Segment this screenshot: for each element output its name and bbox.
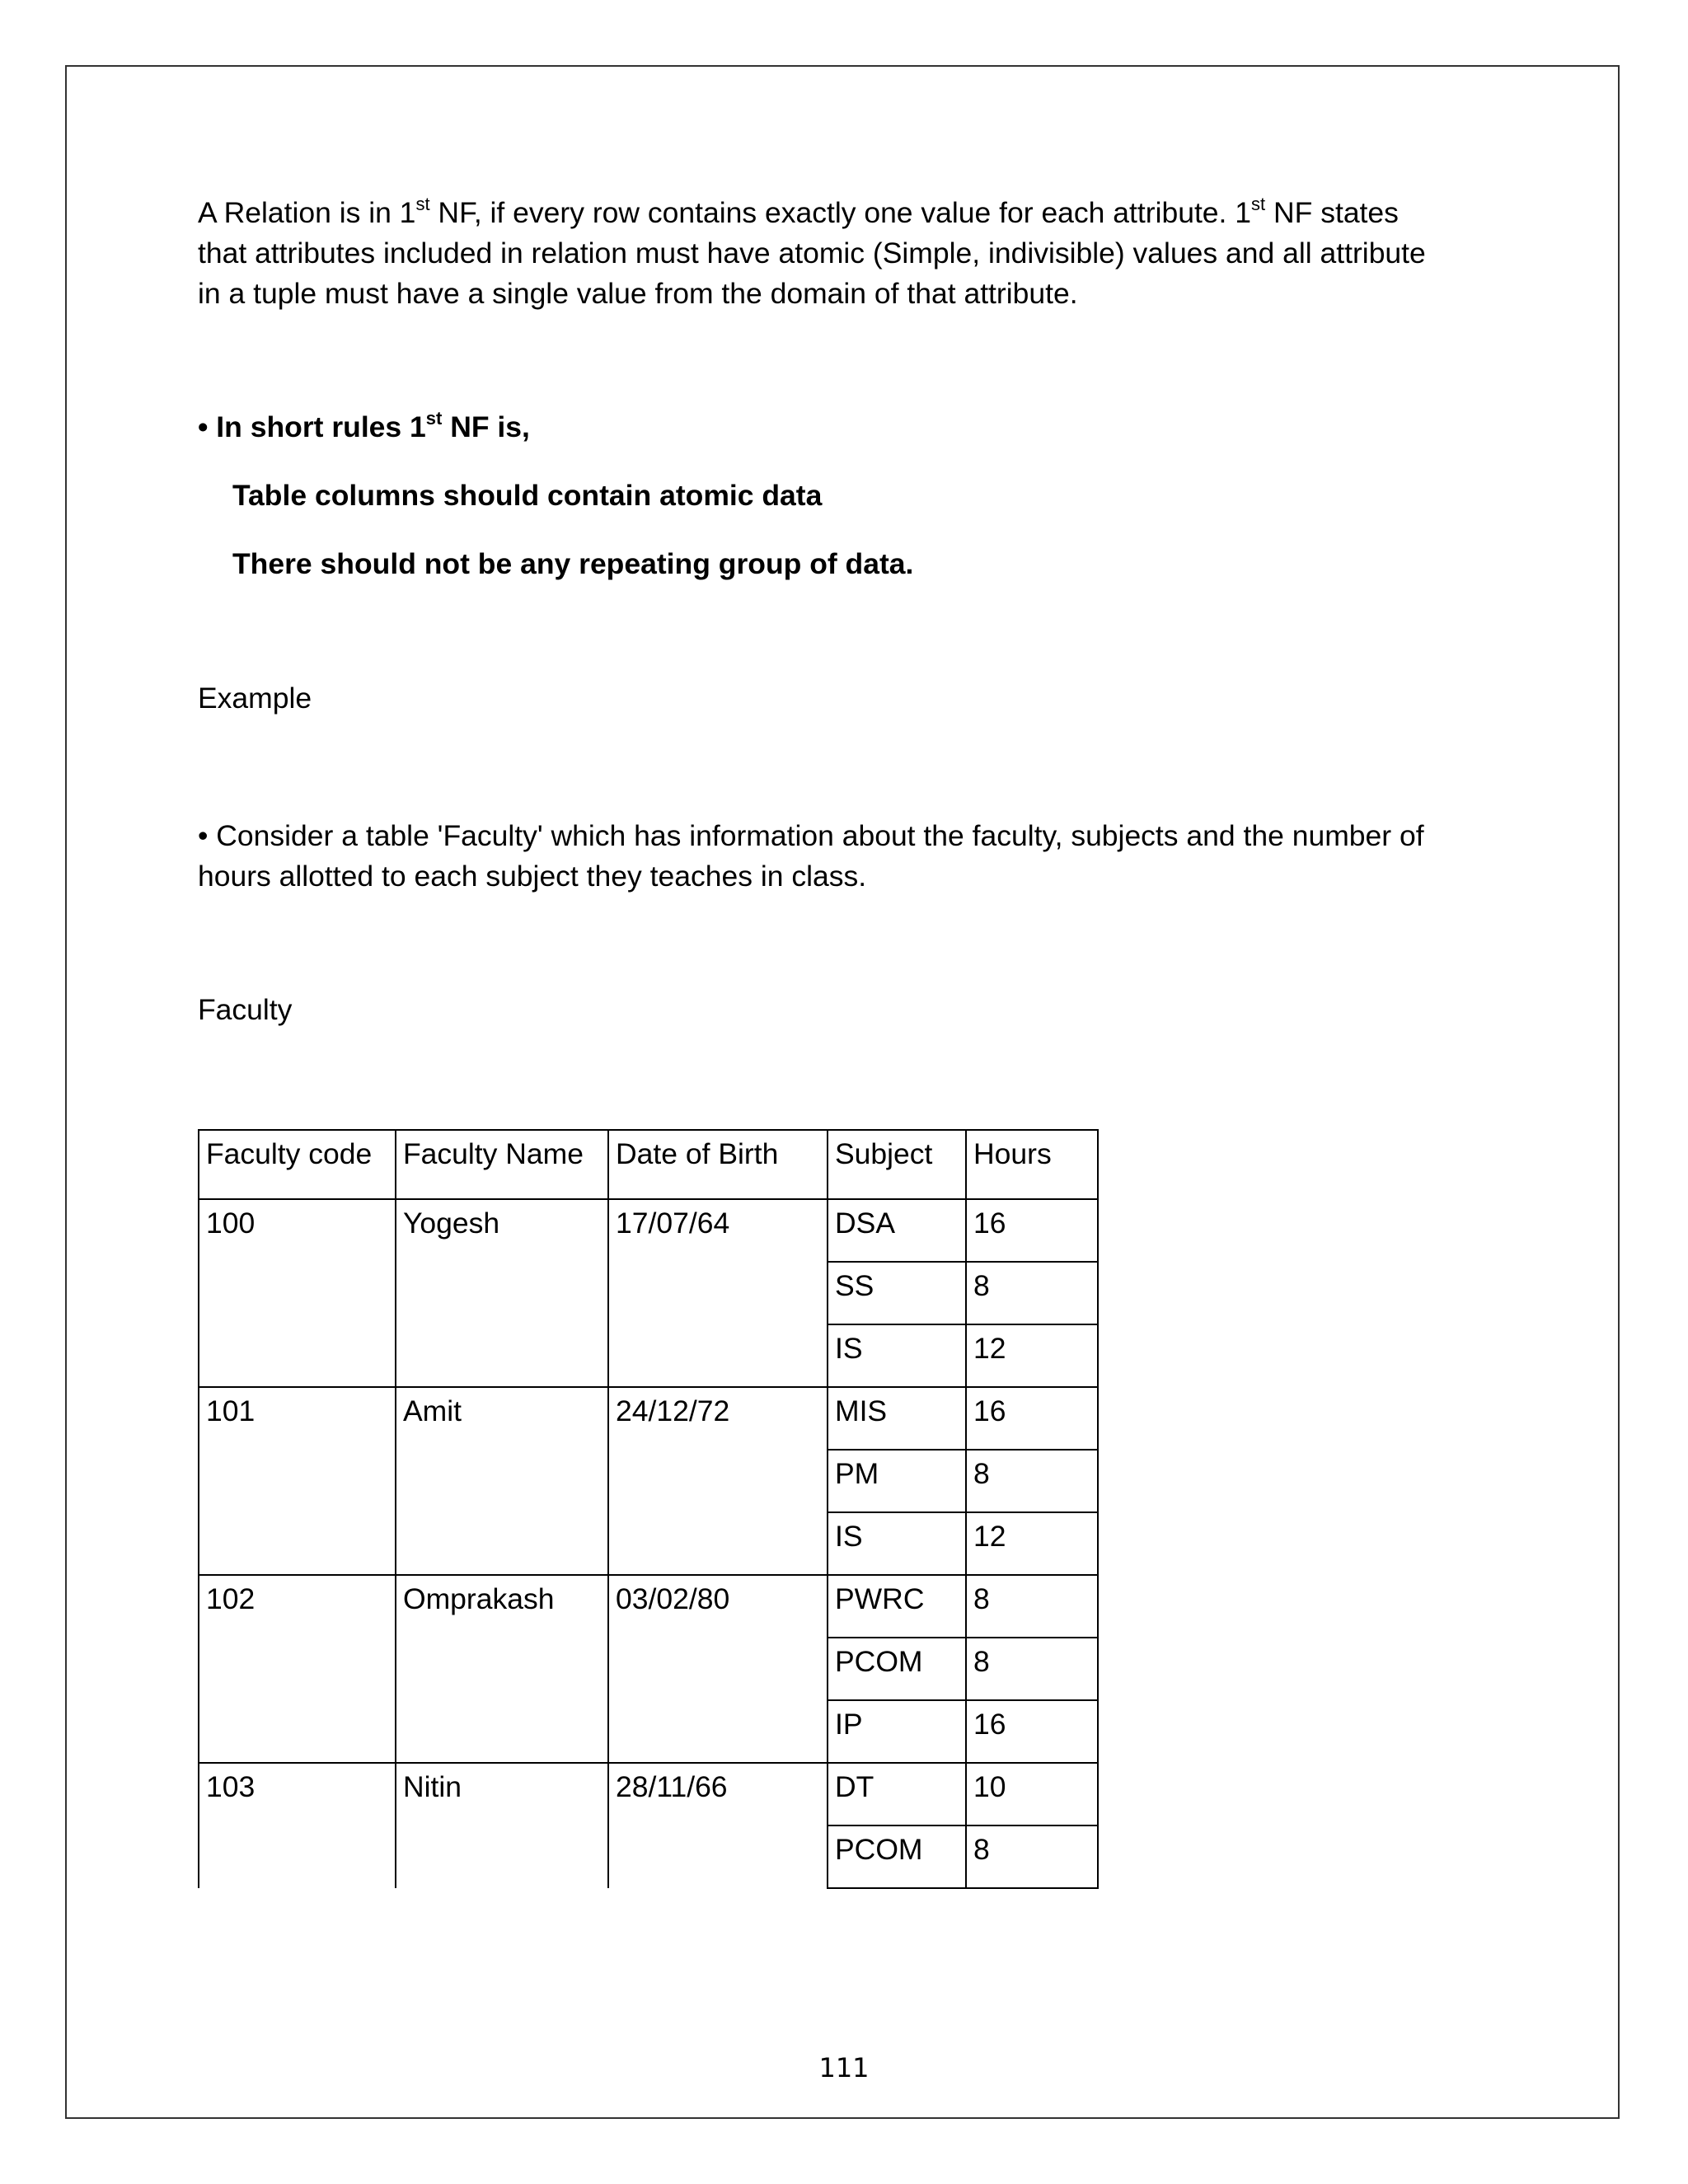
consider-line-2: hours allotted to each subject they teaches in class. — [198, 860, 867, 893]
cell-faculty-name: Omprakash — [396, 1575, 608, 1763]
cell-faculty-name: Amit — [396, 1387, 608, 1575]
cell-date-of-birth: 03/02/80 — [608, 1575, 828, 1763]
cell-subject: SS — [828, 1262, 966, 1324]
header-faculty-name: Faculty Name — [396, 1130, 608, 1199]
header-subject: Subject — [828, 1130, 966, 1199]
cell-date-of-birth: 24/12/72 — [608, 1387, 828, 1575]
table-row — [199, 1575, 1098, 1638]
cell-faculty-code: 101 — [199, 1387, 396, 1575]
cell-hours: 12 — [966, 1324, 1098, 1387]
consider-line-1: • Consider a table 'Faculty' which has information about the faculty, subjects and the number of — [198, 819, 1424, 852]
cell-subject: DSA — [828, 1199, 966, 1262]
intro-text: A Relation is in 1 — [198, 196, 416, 229]
cell-date-of-birth: 17/07/64 — [608, 1199, 828, 1387]
cell-hours: 8 — [966, 1575, 1098, 1638]
cell-hours: 8 — [966, 1450, 1098, 1512]
cell-faculty-code: 103 — [199, 1763, 396, 1888]
cell-hours: 8 — [966, 1638, 1098, 1700]
cell-faculty-name: Yogesh — [396, 1199, 608, 1387]
cell-faculty-name: Nitin — [396, 1763, 608, 1888]
cell-faculty-code: 100 — [199, 1199, 396, 1387]
intro-paragraph — [198, 193, 1426, 314]
cell-subject: MIS — [828, 1387, 966, 1450]
cell-hours: 16 — [966, 1199, 1098, 1262]
header-date-of-birth: Date of Birth — [608, 1130, 828, 1199]
faculty-table-body — [199, 1130, 1098, 1888]
cell-hours: 10 — [966, 1763, 1098, 1825]
table-header-row — [199, 1130, 1098, 1199]
intro-text: NF states — [1265, 196, 1399, 229]
cell-subject: PCOM — [828, 1825, 966, 1888]
cell-date-of-birth: 28/11/66 — [608, 1763, 828, 1888]
intro-line-1 — [198, 193, 1426, 233]
cell-subject: PCOM — [828, 1638, 966, 1700]
consider-paragraph — [198, 816, 1424, 897]
table-row — [199, 1763, 1098, 1825]
superscript: st — [415, 194, 430, 215]
cell-subject: PWRC — [828, 1575, 966, 1638]
faculty-table — [198, 1129, 1099, 1889]
rule-atomic-data: Table columns should contain atomic data — [232, 479, 823, 512]
rules-heading-text: • In short rules 1 — [198, 410, 426, 443]
table-row — [199, 1199, 1098, 1262]
table-caption: Faculty — [198, 993, 293, 1026]
intro-text: NF, if every row contains exactly one value for each attribute. 1 — [429, 196, 1252, 229]
cell-subject: IP — [828, 1700, 966, 1763]
superscript: st — [1251, 194, 1266, 215]
page-number: 111 — [818, 2052, 870, 2083]
rules-heading — [198, 407, 530, 448]
cell-hours: 8 — [966, 1262, 1098, 1324]
cell-faculty-code: 102 — [199, 1575, 396, 1763]
superscript: st — [425, 408, 443, 429]
intro-line-3: in a tuple must have a single value from the domain of that attribute. — [198, 277, 1078, 310]
cell-subject: IS — [828, 1324, 966, 1387]
cell-subject: IS — [828, 1512, 966, 1575]
cell-subject: DT — [828, 1763, 966, 1825]
cell-hours: 16 — [966, 1700, 1098, 1763]
rule-no-repeating-groups: There should not be any repeating group of data. — [232, 547, 914, 580]
cell-hours: 8 — [966, 1825, 1098, 1888]
example-label: Example — [198, 682, 312, 715]
header-hours: Hours — [966, 1130, 1098, 1199]
header-faculty-code: Faculty code — [199, 1130, 396, 1199]
cell-hours: 16 — [966, 1387, 1098, 1450]
cell-subject: PM — [828, 1450, 966, 1512]
rules-heading-text: NF is, — [442, 410, 530, 443]
table-row — [199, 1387, 1098, 1450]
intro-line-2: that attributes included in relation must have atomic (Simple, indivisible) values and all attribute — [198, 237, 1426, 269]
cell-hours: 12 — [966, 1512, 1098, 1575]
